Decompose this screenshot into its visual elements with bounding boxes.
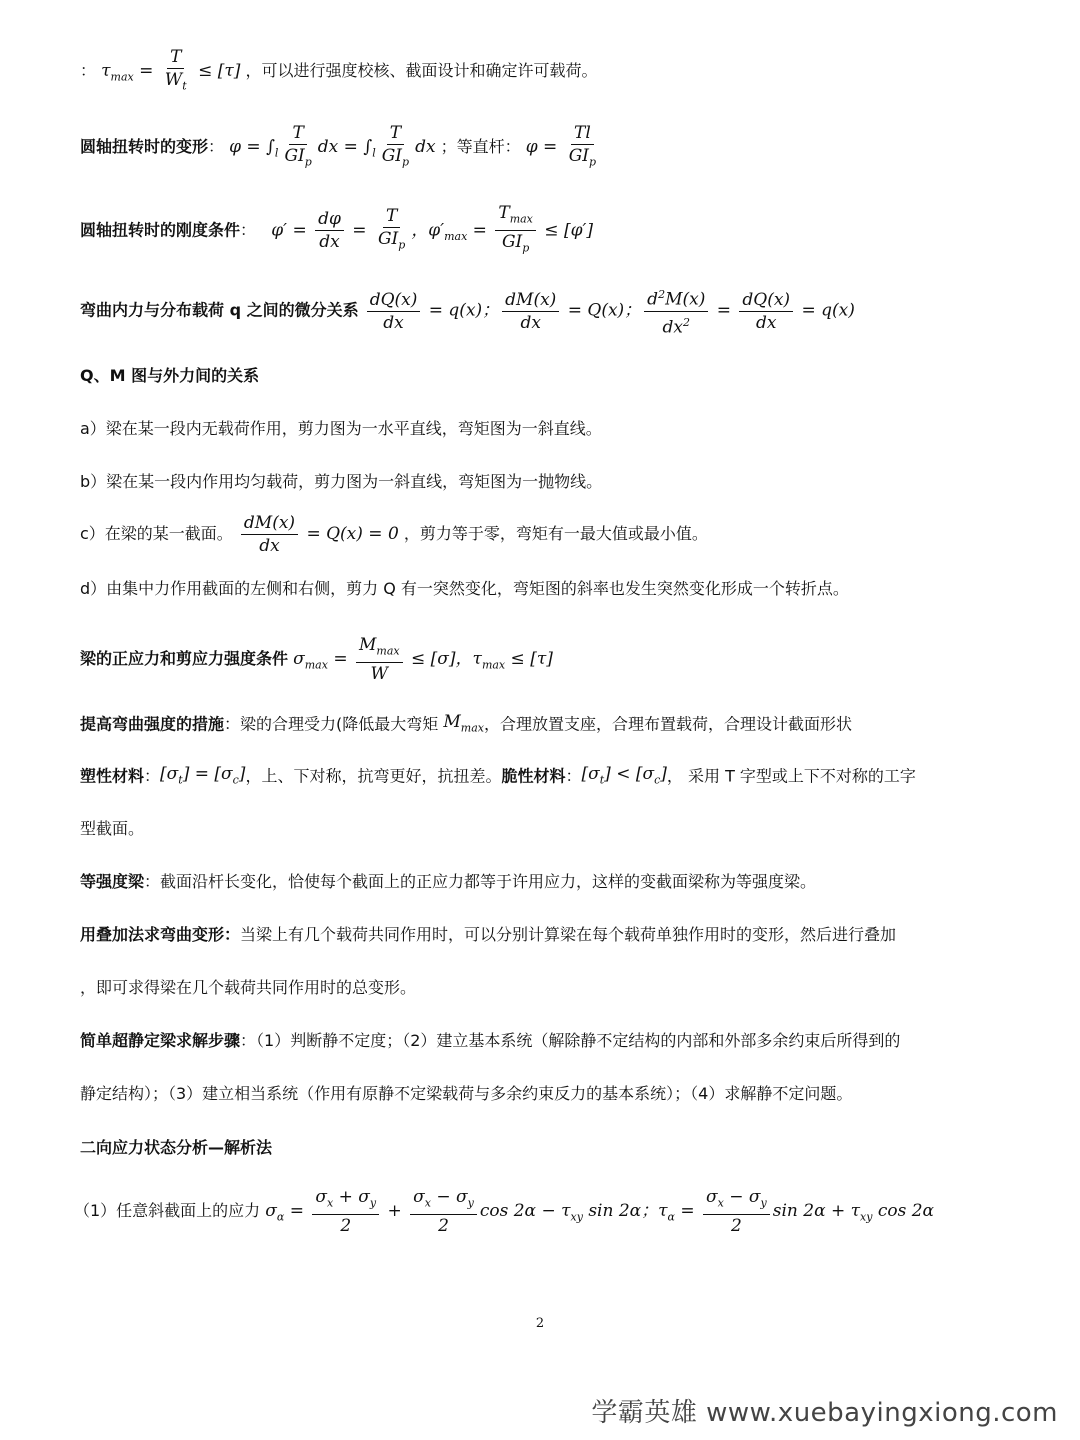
line-steps-2: 静定结构）；（3）建立相当系统（作用有原静不定梁载荷与多余约束反力的基本系统）；（4）求解静不定问题。 — [80, 1084, 853, 1103]
formula-ductile: $[\sigma_t] = [\sigma_c]$ — [160, 764, 246, 787]
line-steps — [80, 1029, 1040, 1053]
text: （1）任意斜截面上的应力 — [74, 1201, 261, 1221]
text: 当梁上有几个载荷共同作用时，可以分别计算梁在每个载荷单独作用时的变形，然后进行叠加 — [240, 925, 897, 944]
label: 弯曲内力与分布载荷 q 之间的微分关系 — [80, 300, 359, 320]
formula-zero-shear: $\frac{dM(x)}{dx}$ = Q(x) = 0 — [238, 512, 399, 557]
label: 圆轴扭转时的刚度条件 — [80, 220, 241, 240]
page-number: 2 — [535, 1316, 545, 1331]
label: 圆轴扭转时的变形 — [80, 137, 209, 157]
line-4 — [80, 284, 1040, 338]
line-oblique-stress — [74, 1186, 1040, 1237]
label: 等强度梁 — [80, 872, 145, 891]
text: ：截面沿杆长变化，恰使每个截面上的正应力都等于许用应力，这样的变截面梁称为等强度梁。 — [144, 872, 817, 891]
text: c）在梁的某一截面。 — [80, 524, 233, 543]
line-3: 圆轴扭转时的刚度条件： φ′ = $\frac{d\varphi}{dx}$ = $\frac{T}{GI_p}$ ，$\varphi'_{max}$ = $\frac{T_{max}}{GI_p}$ ≤ [φ′] — [80, 202, 1040, 260]
text: ：梁的合理受力(降低最大弯矩 — [224, 714, 439, 734]
line-strength — [80, 634, 1040, 685]
label: 简单超静定梁求解步骤 — [80, 1031, 241, 1050]
line-1 — [80, 46, 1040, 97]
heading-qm — [80, 364, 1040, 388]
line-2: 圆轴扭转时的变形： $\varphi = \int_l$ $\frac{T}{GI_p}$ dx = $\int_l$ $\frac{T}{GI_p}$ dx ；等直杆： φ = $\frac{Tl}{GI_p}$ — [80, 122, 1040, 173]
line-materials: 塑性材料：$[\sigma_t] = [\sigma_c]$，上、下对称，抗弯更好，抗扭差。脆性材料：$[\sigma_t] < [\sigma_c]$， 采用 T 字型或上下不对称的工字 — [80, 762, 1040, 792]
text: ，合理放置支座，合理布置载荷，合理设计截面形状 — [483, 714, 852, 734]
line-a: a）梁在某一段内无载荷作用，剪力图为一水平直线，弯矩图为一斜直线。 — [80, 419, 602, 438]
line-measures — [80, 710, 1040, 740]
text: ；等直杆： — [440, 137, 521, 157]
label: 提高弯曲强度的措施 — [80, 714, 225, 734]
formula-oblique: $\sigma_\alpha$ = $\frac{\sigma_x + \sigma_y}{2}$ + $\frac{\sigma_x - \sigma_y}{2}$ $\cos 2\alpha - \tau_{xy}$ sin 2α；$\tau_\alpha$ = $\frac{\sigma_x - \sigma_y}{2}$ $\sin 2\alpha + \tau_{xy}$ cos 2α — [265, 1187, 935, 1237]
line-d: d）由集中力作用截面的左侧和右侧，剪力 Q 有一突然变化，弯矩图的斜率也发生突然变化形成一个转折点。 — [80, 579, 849, 598]
text: ，上、下对称，抗弯更好，抗扭差。 — [245, 766, 502, 786]
formula-differential: $\frac{dQ(x)}{dx}$ = q(x)； $\frac{dM(x)}{dx}$ = Q(x)； $\frac{d^2M(x)}{dx^2}$ = $\frac{dQ(x)}{dx}$ = q(x) — [364, 284, 855, 338]
formula-mmax: $M_{max}$ — [443, 712, 484, 735]
heading-plane-stress — [80, 1136, 1040, 1160]
label: 塑性材料 — [80, 766, 145, 786]
label: 用叠加法求弯曲变形： — [80, 925, 241, 944]
line-superposition — [80, 923, 1040, 947]
label: 脆性材料 — [501, 766, 566, 786]
line-superposition-2: ，即可求得梁在几个载荷共同作用时的总变形。 — [80, 978, 417, 997]
formula-brittle: $[\sigma_t] < [\sigma_c]$ — [581, 764, 667, 787]
formula-bending-strength: $\sigma_{max}$ = $\frac{M_{max}}{W}$ ≤ [σ]，$\tau_{max} \le [\tau]$ — [293, 635, 553, 685]
formula-uniform-bar: φ = $\frac{Tl}{GI_p}$ — [525, 123, 597, 169]
line-c — [80, 512, 1040, 557]
text: ： — [80, 61, 97, 81]
formula-torsion-strength: $\tau_{max}$ = $\frac{T}{W_t}$ ≤ [τ] — [101, 47, 241, 93]
line-section: 型截面。 — [80, 819, 145, 838]
heading-text: 二向应力状态分析—解析法 — [80, 1138, 273, 1157]
formula-torsion-deformation: $\varphi = \int_l$ $\frac{T}{GI_p}$ dx = $\int_l$ $\frac{T}{GI_p}$ dx — [229, 123, 436, 169]
text: ，可以进行强度校核、截面设计和确定许可载荷。 — [245, 61, 598, 81]
watermark: 学霸英雄 www.xuebayingxiong.com — [591, 1398, 1058, 1428]
label: 梁的正应力和剪应力强度条件 — [80, 649, 289, 669]
text: ，剪力等于零，弯矩有一最大值或最小值。 — [403, 524, 708, 543]
line-b: b）梁在某一段内作用均匀载荷，剪力图为一斜直线，弯矩图为一抛物线。 — [80, 472, 603, 491]
heading-text: Q、M 图与外力间的关系 — [80, 366, 260, 385]
line-equal-strength — [80, 870, 1040, 894]
text: ， 采用 T 字型或上下不对称的工字 — [666, 766, 916, 786]
text: ：（1）判断静不定度；（2）建立基本系统（解除静不定结构的内部和外部多余约束后所得到的 — [240, 1031, 901, 1050]
formula-stiffness: φ′ = $\frac{d\varphi}{dx}$ = $\frac{T}{GI_p}$ ，$\varphi'_{max}$ = $\frac{T_{max}}{GI_p}$ ≤ [φ′] — [271, 203, 593, 255]
